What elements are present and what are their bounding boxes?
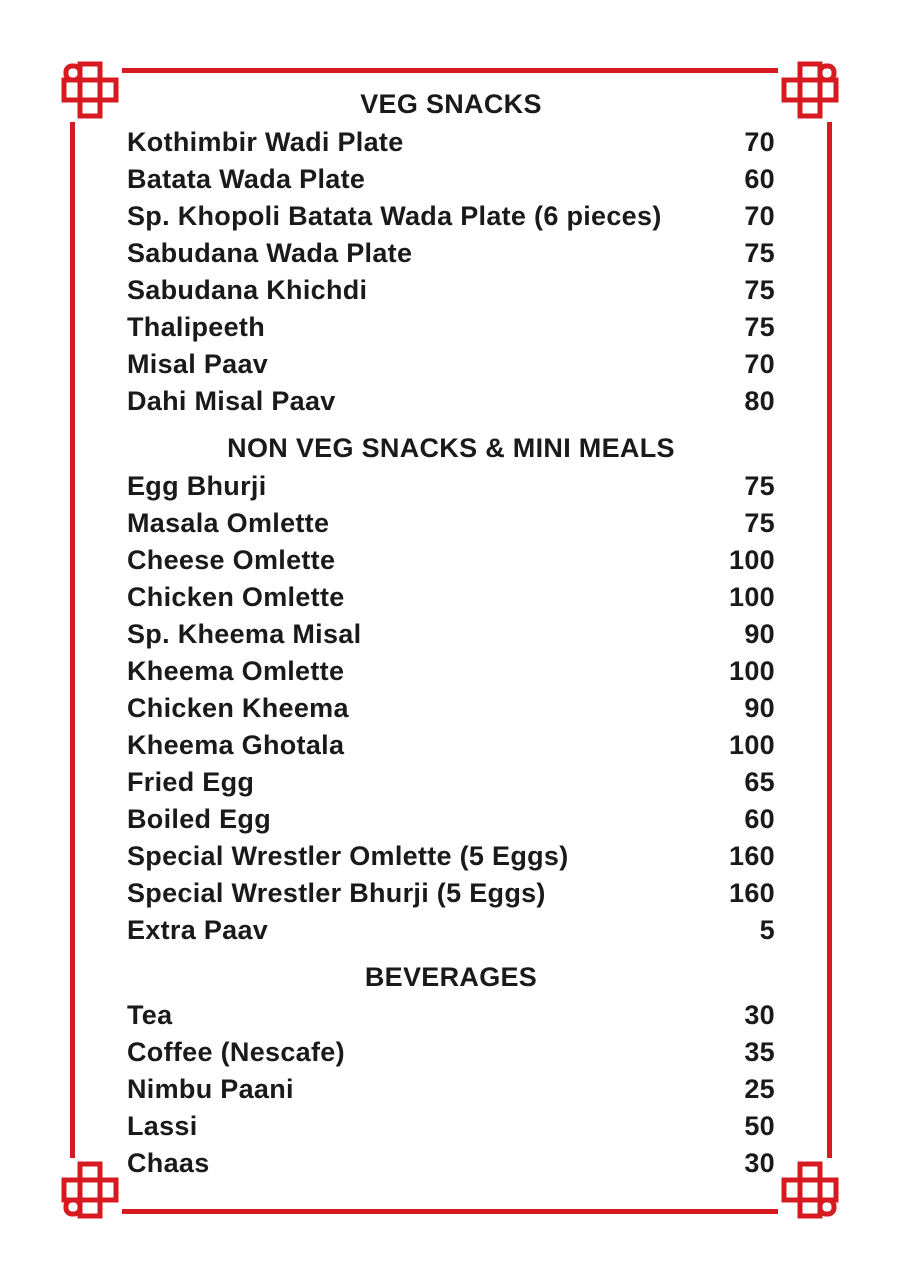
item-price: 30 (744, 1000, 775, 1030)
item-price: 35 (744, 1037, 775, 1067)
item-name: Fried Egg (127, 767, 255, 797)
item-price: 65 (744, 767, 775, 797)
item-name: Lassi (127, 1111, 198, 1141)
item-name: Egg Bhurji (127, 471, 267, 501)
section-non-veg-snacks (127, 428, 775, 949)
endless-knot-icon (58, 1158, 122, 1222)
section-title: BEVERAGES (364, 962, 538, 992)
endless-knot-icon (778, 58, 842, 122)
item-name: Kothimbir Wadi Plate (127, 127, 404, 157)
menu-item (127, 124, 775, 161)
menu-item (127, 838, 775, 875)
item-price: 30 (744, 1148, 775, 1178)
menu-list (127, 84, 775, 1182)
item-name: Misal Paav (127, 349, 269, 379)
section-veg-snacks (127, 84, 775, 420)
item-price: 75 (744, 471, 775, 501)
endless-knot-icon (58, 58, 122, 122)
item-price: 100 (729, 656, 775, 686)
item-name: Boiled Egg (127, 804, 271, 834)
item-price: 75 (744, 508, 775, 538)
item-name: Sp. Kheema Misal (127, 619, 362, 649)
item-name: Special Wrestler Bhurji (5 Eggs) (127, 878, 546, 908)
item-price: 50 (744, 1111, 775, 1141)
menu-item (127, 235, 775, 272)
item-name: Coffee (Nescafe) (127, 1037, 345, 1067)
menu-item (127, 912, 775, 949)
item-price: 80 (744, 386, 775, 416)
endless-knot-icon (778, 1158, 842, 1222)
menu-item (127, 801, 775, 838)
item-name: Chaas (127, 1148, 210, 1178)
item-name: Special Wrestler Omlette (5 Eggs) (127, 841, 569, 871)
item-name: Masala Omlette (127, 508, 330, 538)
menu-item (127, 653, 775, 690)
item-name: Nimbu Paani (127, 1074, 294, 1104)
section-title: VEG SNACKS (360, 89, 542, 119)
item-price: 100 (729, 545, 775, 575)
item-name: Sabudana Wada Plate (127, 238, 413, 268)
menu-item (127, 346, 775, 383)
menu-item (127, 198, 775, 235)
item-price: 100 (729, 730, 775, 760)
menu-item (127, 1145, 775, 1182)
menu-item (127, 468, 775, 505)
section-beverages (127, 957, 775, 1182)
item-price: 70 (744, 349, 775, 379)
item-price: 160 (729, 841, 775, 871)
item-price: 70 (744, 201, 775, 231)
menu-item (127, 875, 775, 912)
menu-item (127, 161, 775, 198)
item-price: 90 (744, 619, 775, 649)
item-price: 5 (759, 915, 775, 945)
item-name: Kheema Ghotala (127, 730, 345, 760)
item-name: Kheema Omlette (127, 656, 345, 686)
item-price: 70 (744, 127, 775, 157)
menu-item (127, 1034, 775, 1071)
item-name: Dahi Misal Paav (127, 386, 336, 416)
item-name: Sabudana Khichdi (127, 275, 368, 305)
item-name: Extra Paav (127, 915, 269, 945)
item-price: 60 (744, 164, 775, 194)
item-price: 160 (729, 878, 775, 908)
menu-item (127, 690, 775, 727)
item-price: 75 (744, 238, 775, 268)
menu-item (127, 1071, 775, 1108)
item-price: 60 (744, 804, 775, 834)
item-price: 100 (729, 582, 775, 612)
menu-item (127, 997, 775, 1034)
item-price: 25 (744, 1074, 775, 1104)
item-price: 90 (744, 693, 775, 723)
item-name: Chicken Omlette (127, 582, 345, 612)
menu-item (127, 727, 775, 764)
item-price: 75 (744, 275, 775, 305)
section-title: NON VEG SNACKS & MINI MEALS (227, 433, 675, 463)
menu-item (127, 579, 775, 616)
menu-item (127, 505, 775, 542)
menu-item (127, 383, 775, 420)
menu-item (127, 272, 775, 309)
item-name: Sp. Khopoli Batata Wada Plate (6 pieces) (127, 201, 662, 231)
menu-item (127, 309, 775, 346)
item-name: Batata Wada Plate (127, 164, 366, 194)
item-name: Cheese Omlette (127, 545, 336, 575)
item-name: Thalipeeth (127, 312, 266, 342)
menu-item (127, 764, 775, 801)
item-price: 75 (744, 312, 775, 342)
item-name: Chicken Kheema (127, 693, 349, 723)
item-name: Tea (127, 1000, 173, 1030)
menu-item (127, 542, 775, 579)
menu-item (127, 616, 775, 653)
menu-item (127, 1108, 775, 1145)
